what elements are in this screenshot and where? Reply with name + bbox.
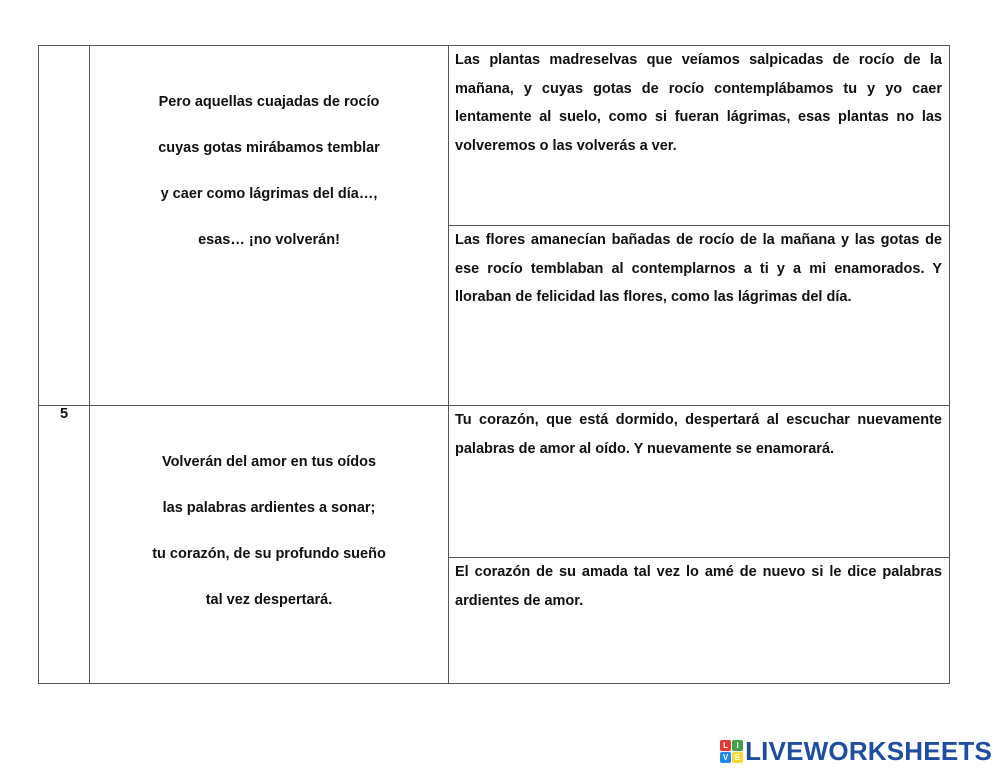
logo-tile: I [732, 740, 743, 751]
liveworksheets-brand [720, 734, 992, 768]
row-number-cell [39, 406, 90, 684]
verse-line: y caer como lágrimas del día…, [160, 186, 378, 202]
logo-tile: E [732, 752, 743, 763]
verse-line: tu corazón, de su profundo sueño [152, 546, 386, 562]
answer-option-cell[interactable] [449, 406, 950, 558]
answer-option-text: Las plantas madreselvas que veíamos salpicadas de rocío de la mañana, y cuyas gotas de rocío contemplábamos tu y yo caer lentamente al suelo, como si fueran lágrimas, esas plantas no las volveremos o las volverás a ver. [455, 52, 942, 154]
table-row [39, 406, 950, 558]
row-number: 5 [59, 406, 69, 422]
row-number-cell [39, 46, 90, 406]
logo-tile: V [720, 752, 731, 763]
logo-tile: L [720, 740, 731, 751]
verse-line: las palabras ardientes a sonar; [162, 500, 376, 516]
answer-option-cell[interactable] [449, 46, 950, 226]
verse-line: Volverán del amor en tus oídos [161, 454, 377, 470]
brand-name: LIVEWORKSHEETS [745, 735, 992, 766]
answer-option-cell[interactable] [449, 226, 950, 406]
answer-option-cell[interactable] [449, 558, 950, 684]
liveworksheets-logo-icon [720, 740, 743, 763]
answer-option-text: Tu corazón, que está dormido, despertará al escuchar nuevamente palabras de amor al oído. Y nuevamente se enamorará. [455, 412, 942, 457]
table-row [39, 46, 950, 226]
verse-cell [90, 46, 449, 406]
verse-cell [90, 406, 449, 684]
verse-line: Pero aquellas cuajadas de rocío [158, 94, 380, 110]
verse-line: tal vez despertará. [205, 592, 333, 608]
verse-line: cuyas gotas mirábamos temblar [158, 140, 380, 156]
worksheet-table [38, 45, 950, 684]
answer-option-text: Las flores amanecían bañadas de rocío de la mañana y las gotas de ese rocío temblaban al contemplarnos a ti y a mi enamorados. Y lloraban de felicidad las flores, como las lágrimas del día. [455, 232, 942, 305]
answer-option-text: El corazón de su amada tal vez lo amé de nuevo si le dice palabras ardientes de amor. [455, 564, 942, 609]
verse-line: esas… ¡no volverán! [198, 232, 340, 248]
